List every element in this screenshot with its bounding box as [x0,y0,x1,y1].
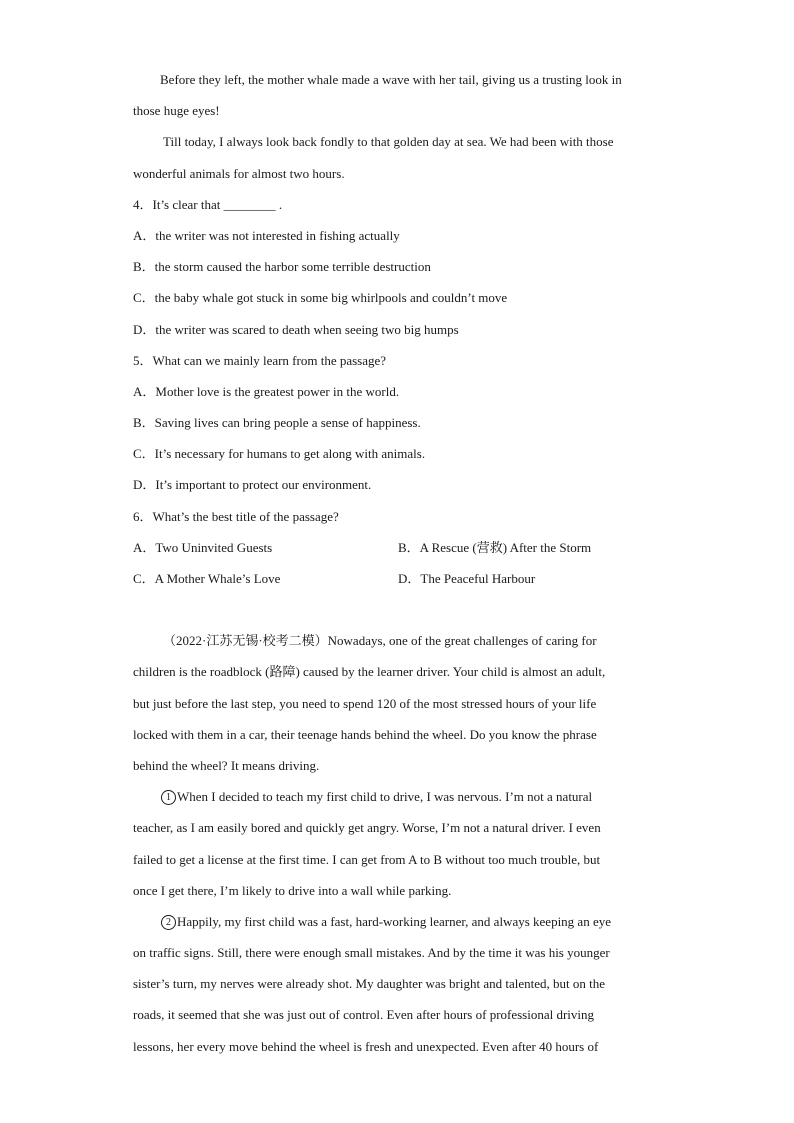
question-4-option-a: A．the writer was not interested in fishing actually [133,227,400,243]
question-4-option-d: D．the writer was scared to death when seeing two big humps [133,321,459,337]
question-6-option-d: D．The Peaceful Harbour [398,571,536,586]
passage2-intro-line: children is the roadblock (路障) caused by the learner driver. Your child is almost an adult, [133,664,606,680]
blank-1-number: 1 [161,790,176,805]
blank-1-marker [133,789,177,804]
passage2-blank-2-line [133,906,663,937]
question-5-option-b: B．Saving lives can bring people a sense of happiness. [133,415,421,431]
passage2-intro-line: （2022·江苏无锡·校考二模）Nowadays, one of the great challenges of caring for [163,633,597,649]
passage2-intro-line: behind the wheel? It means driving. [133,757,320,773]
passage2-line: sister’s turn, my nerves were already shot. My daughter was bright and talented, but on the [133,976,605,992]
question-4-stem: 4．It’s clear that ________ . [133,196,283,212]
question-4-option-b: B．the storm caused the harbor some terrible destruction [133,259,431,275]
passage1-line: Till today, I always look back fondly to that golden day at sea. We had been with those [163,134,614,150]
document-page [133,64,663,1062]
passage2-line: once I get there, I’m likely to drive into a wall while parking. [133,882,452,898]
question-5-stem: 5．What can we mainly learn from the passage? [133,352,387,368]
passage2-intro-line: but just before the last step, you need to spend 120 of the most stressed hours of your life [133,695,597,711]
passage1-line: those huge eyes! [133,103,220,119]
passage2-line-text: Happily, my first child was a fast, hard-working learner, and always keeping an eye [177,913,611,929]
question-4-option-c: C．the baby whale got stuck in some big whirlpools and couldn’t move [133,290,508,306]
passage2-blank-1-line [133,781,663,812]
passage2-line: roads, it seemed that she was just out of control. Even after hours of professional driving [133,1007,595,1023]
passage2-line: teacher, as I am easily bored and quickly get angry. Worse, I’m not a natural driver. I even [133,820,601,836]
question-6-options-row [133,563,663,594]
question-5-option-a: A．Mother love is the greatest power in the world. [133,383,400,399]
passage2-line: failed to get a license at the first time. I can get from A to B without too much trouble, but [133,851,601,867]
passage1-line: wonderful animals for almost two hours. [133,165,345,181]
blank-2-marker [133,914,177,929]
question-6-stem: 6．What’s the best title of the passage? [133,508,339,524]
blank-2-number: 2 [161,915,176,930]
passage2-line-text: When I decided to teach my first child to drive, I was nervous. I’m not a natural [177,789,593,805]
question-6-option-b: B．A Rescue (营救) After the Storm [398,539,592,555]
question-5-option-d: D．It’s important to protect our environment. [133,477,372,493]
question-6-option-a: A．Two Uninvited Guests [133,539,273,555]
question-6-options-row [133,532,663,563]
passage2-intro-line: locked with them in a car, their teenage hands behind the wheel. Do you know the phrase [133,726,597,742]
passage1-line: Before they left, the mother whale made a wave with her tail, giving us a trusting look in [160,72,622,87]
passage2-line: lessons, her every move behind the wheel is fresh and unexpected. Even after 40 hours of [133,1038,599,1054]
section-gap [133,594,663,625]
passage2-line: on traffic signs. Still, there were enough small mistakes. And by the time it was his younger [133,945,610,961]
question-5-option-c: C．It’s necessary for humans to get along with animals. [133,446,426,462]
question-6-option-c: C．A Mother Whale’s Love [133,571,281,586]
